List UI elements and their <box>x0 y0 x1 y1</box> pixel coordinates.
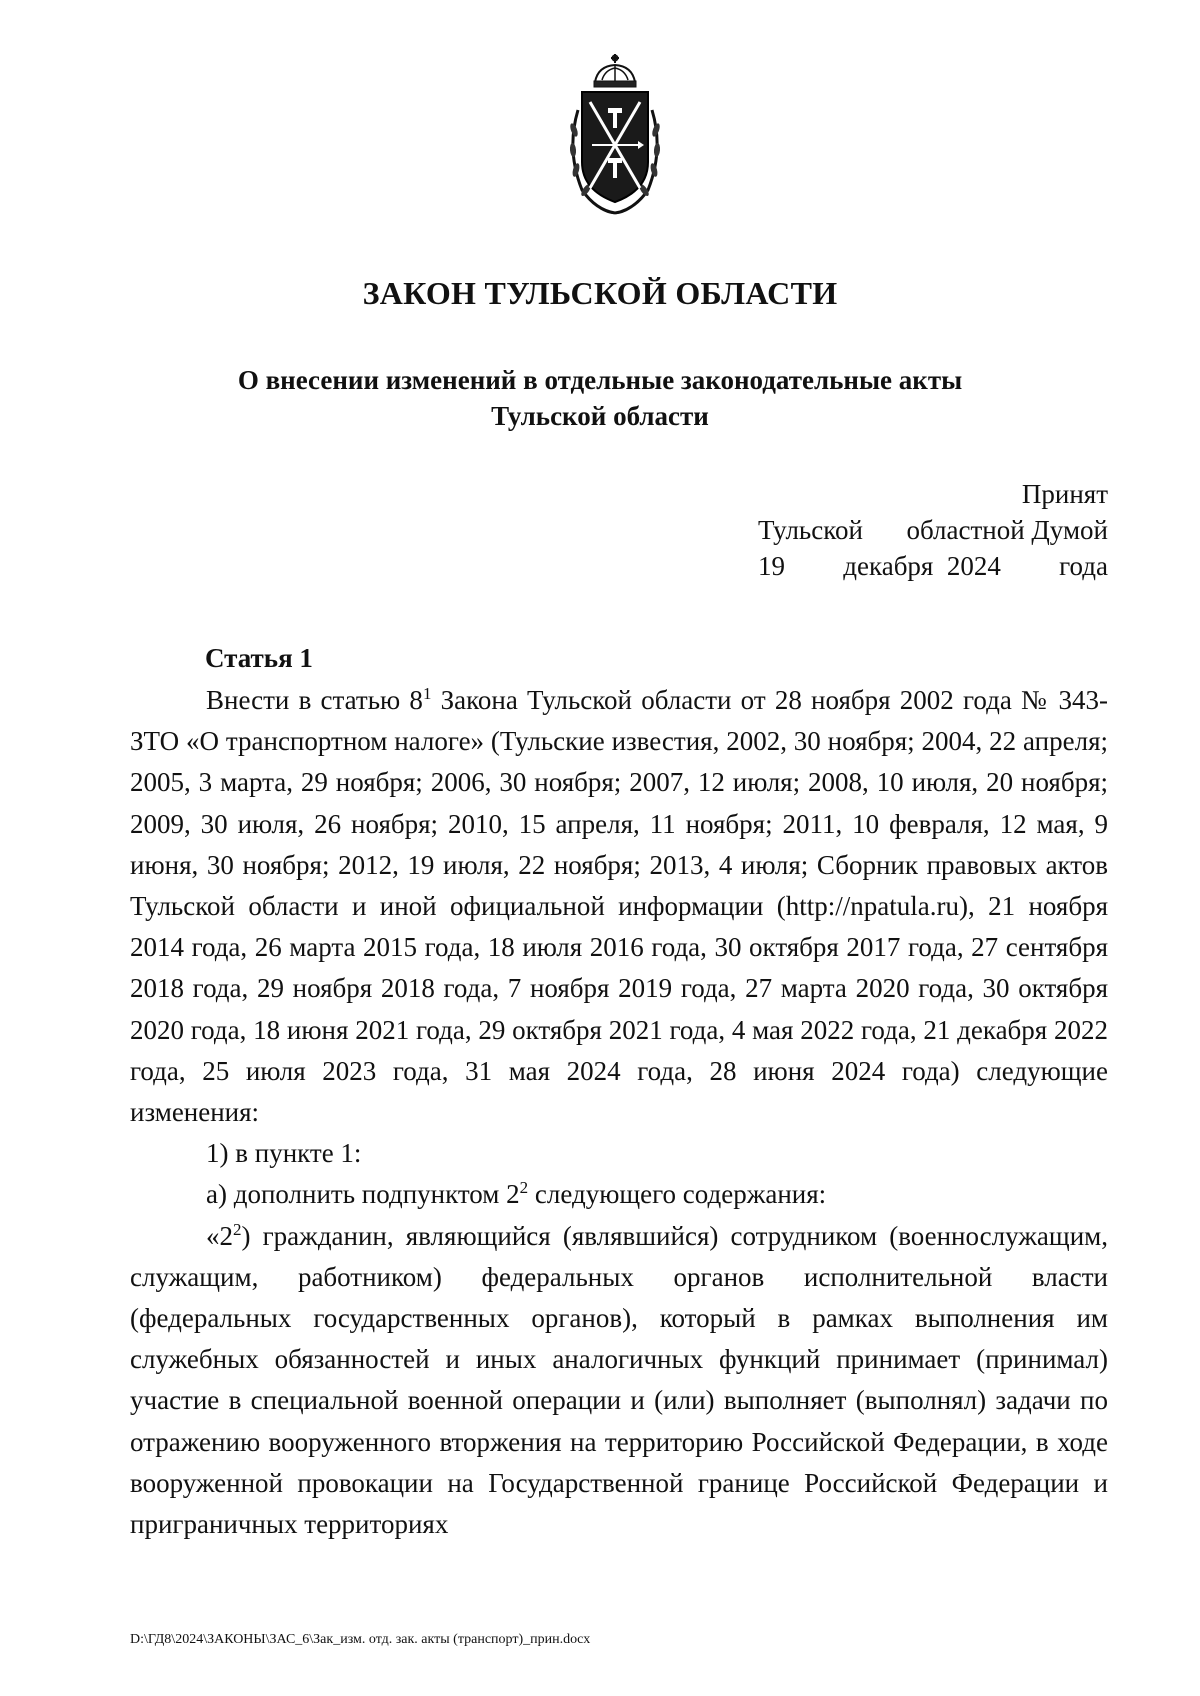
superscript: 1 <box>422 684 432 703</box>
crown-icon <box>594 54 636 87</box>
law-title: ЗАКОН ТУЛЬСКОЙ ОБЛАСТИ <box>362 275 838 311</box>
paragraph-new-subpoint-text-b: ) гражданин, являющийся (являвшийся) сотрудником (военнослужащим, служащим, работником) федеральных органов исполнительной власти (федеральных государственных органов), который в рамках выполнения им служебных обязанностей и иных аналогичных функций принимает (принимал) участие в специальной военной операции и (или) выполняет (выполнял) задачи по отражению вооруженного вторжения на территорию Российской Федерации, в ходе вооруженной провокации на Государственной границе Российской Федерации и приграничных территориях <box>130 1220 1108 1540</box>
paragraph-new-subpoint-text-a: «2 <box>206 1220 233 1251</box>
adopted-by-part1: Тульской <box>758 515 863 545</box>
paragraph-item-1: 1) в пункте 1: <box>206 1138 362 1169</box>
adoption-day: 19 <box>758 551 785 581</box>
adoption-year: 2024 <box>946 551 1001 581</box>
law-subtitle-line2: Тульской области <box>491 401 709 431</box>
paragraph-intro-text-b: Закона Тульской области от 28 ноября 2002 года № 343-ЗТО «О транспортном налоге» (Тульские известия, 2002, 30 ноября; 2004, 22 апреля; 2005, 3 марта, 29 ноября; 2006, 30 ноября; 2007, 12 июля; 2008, 10 июля, 20 ноября; 2009, 30 июля, 26 ноября; 2010, 15 апреля, 11 ноября; 2011, 10 февраля, 12 мая, 9 июня, 30 ноября; 2012, 19 июля, 22 ноября; 2013, 4 июля; Сборник правовых актов Тульской области и иной официальной информации (http://npatula.ru), 21 ноября 2014 года, 26 марта 2015 года, 18 июля 2016 года, 30 октября 2017 года, 27 сентября 2018 года, 29 ноября 2018 года, 7 ноября 2019 года, 27 марта 2020 года, 30 октября 2020 года, 18 июня 2021 года, 29 октября 2021 года, 4 мая 2022 года, 21 декабря 2022 года, 25 июля 2023 года, 31 мая 2024 года, 28 июня 2024 года) следующие изменения: <box>130 685 1108 1128</box>
superscript: 2 <box>519 1178 529 1198</box>
paragraph-subitem-a-text-b: следующего содержания: <box>528 1179 827 1210</box>
superscript: 2 <box>233 1219 242 1239</box>
paragraph-new-subpoint <box>130 1216 1108 1546</box>
adoption-block <box>758 476 1108 584</box>
paragraph-subitem-a <box>130 1174 1108 1215</box>
law-subtitle-line1: О внесении изменений в отдельные законодательные акты <box>237 365 963 395</box>
law-subtitle <box>0 362 1200 434</box>
paragraph-intro <box>130 680 1108 1133</box>
article-heading: Статья 1 <box>205 643 313 673</box>
adopted-by <box>758 512 1108 548</box>
file-path-footer: D:\ГД8\2024\ЗАКОНЫ\ЗАС_6\Зак_изм. отд. зак. акты (транспорт)_прин.docx <box>130 1632 591 1647</box>
paragraph-subitem-a-text-a: а) дополнить подпунктом 2 <box>206 1179 520 1210</box>
coat-of-arms-emblem <box>560 50 670 220</box>
adopted-by-part2: областной Думой <box>906 515 1108 545</box>
adoption-year-word: года <box>1059 551 1108 581</box>
adopted-label: Принят <box>1021 479 1108 509</box>
adoption-month-year <box>843 548 1001 584</box>
paragraph-intro-text-a: Внести в статью 8 <box>206 685 423 715</box>
adoption-month: декабря <box>843 551 934 581</box>
article-body <box>130 680 1108 1545</box>
adoption-date <box>758 548 1108 584</box>
